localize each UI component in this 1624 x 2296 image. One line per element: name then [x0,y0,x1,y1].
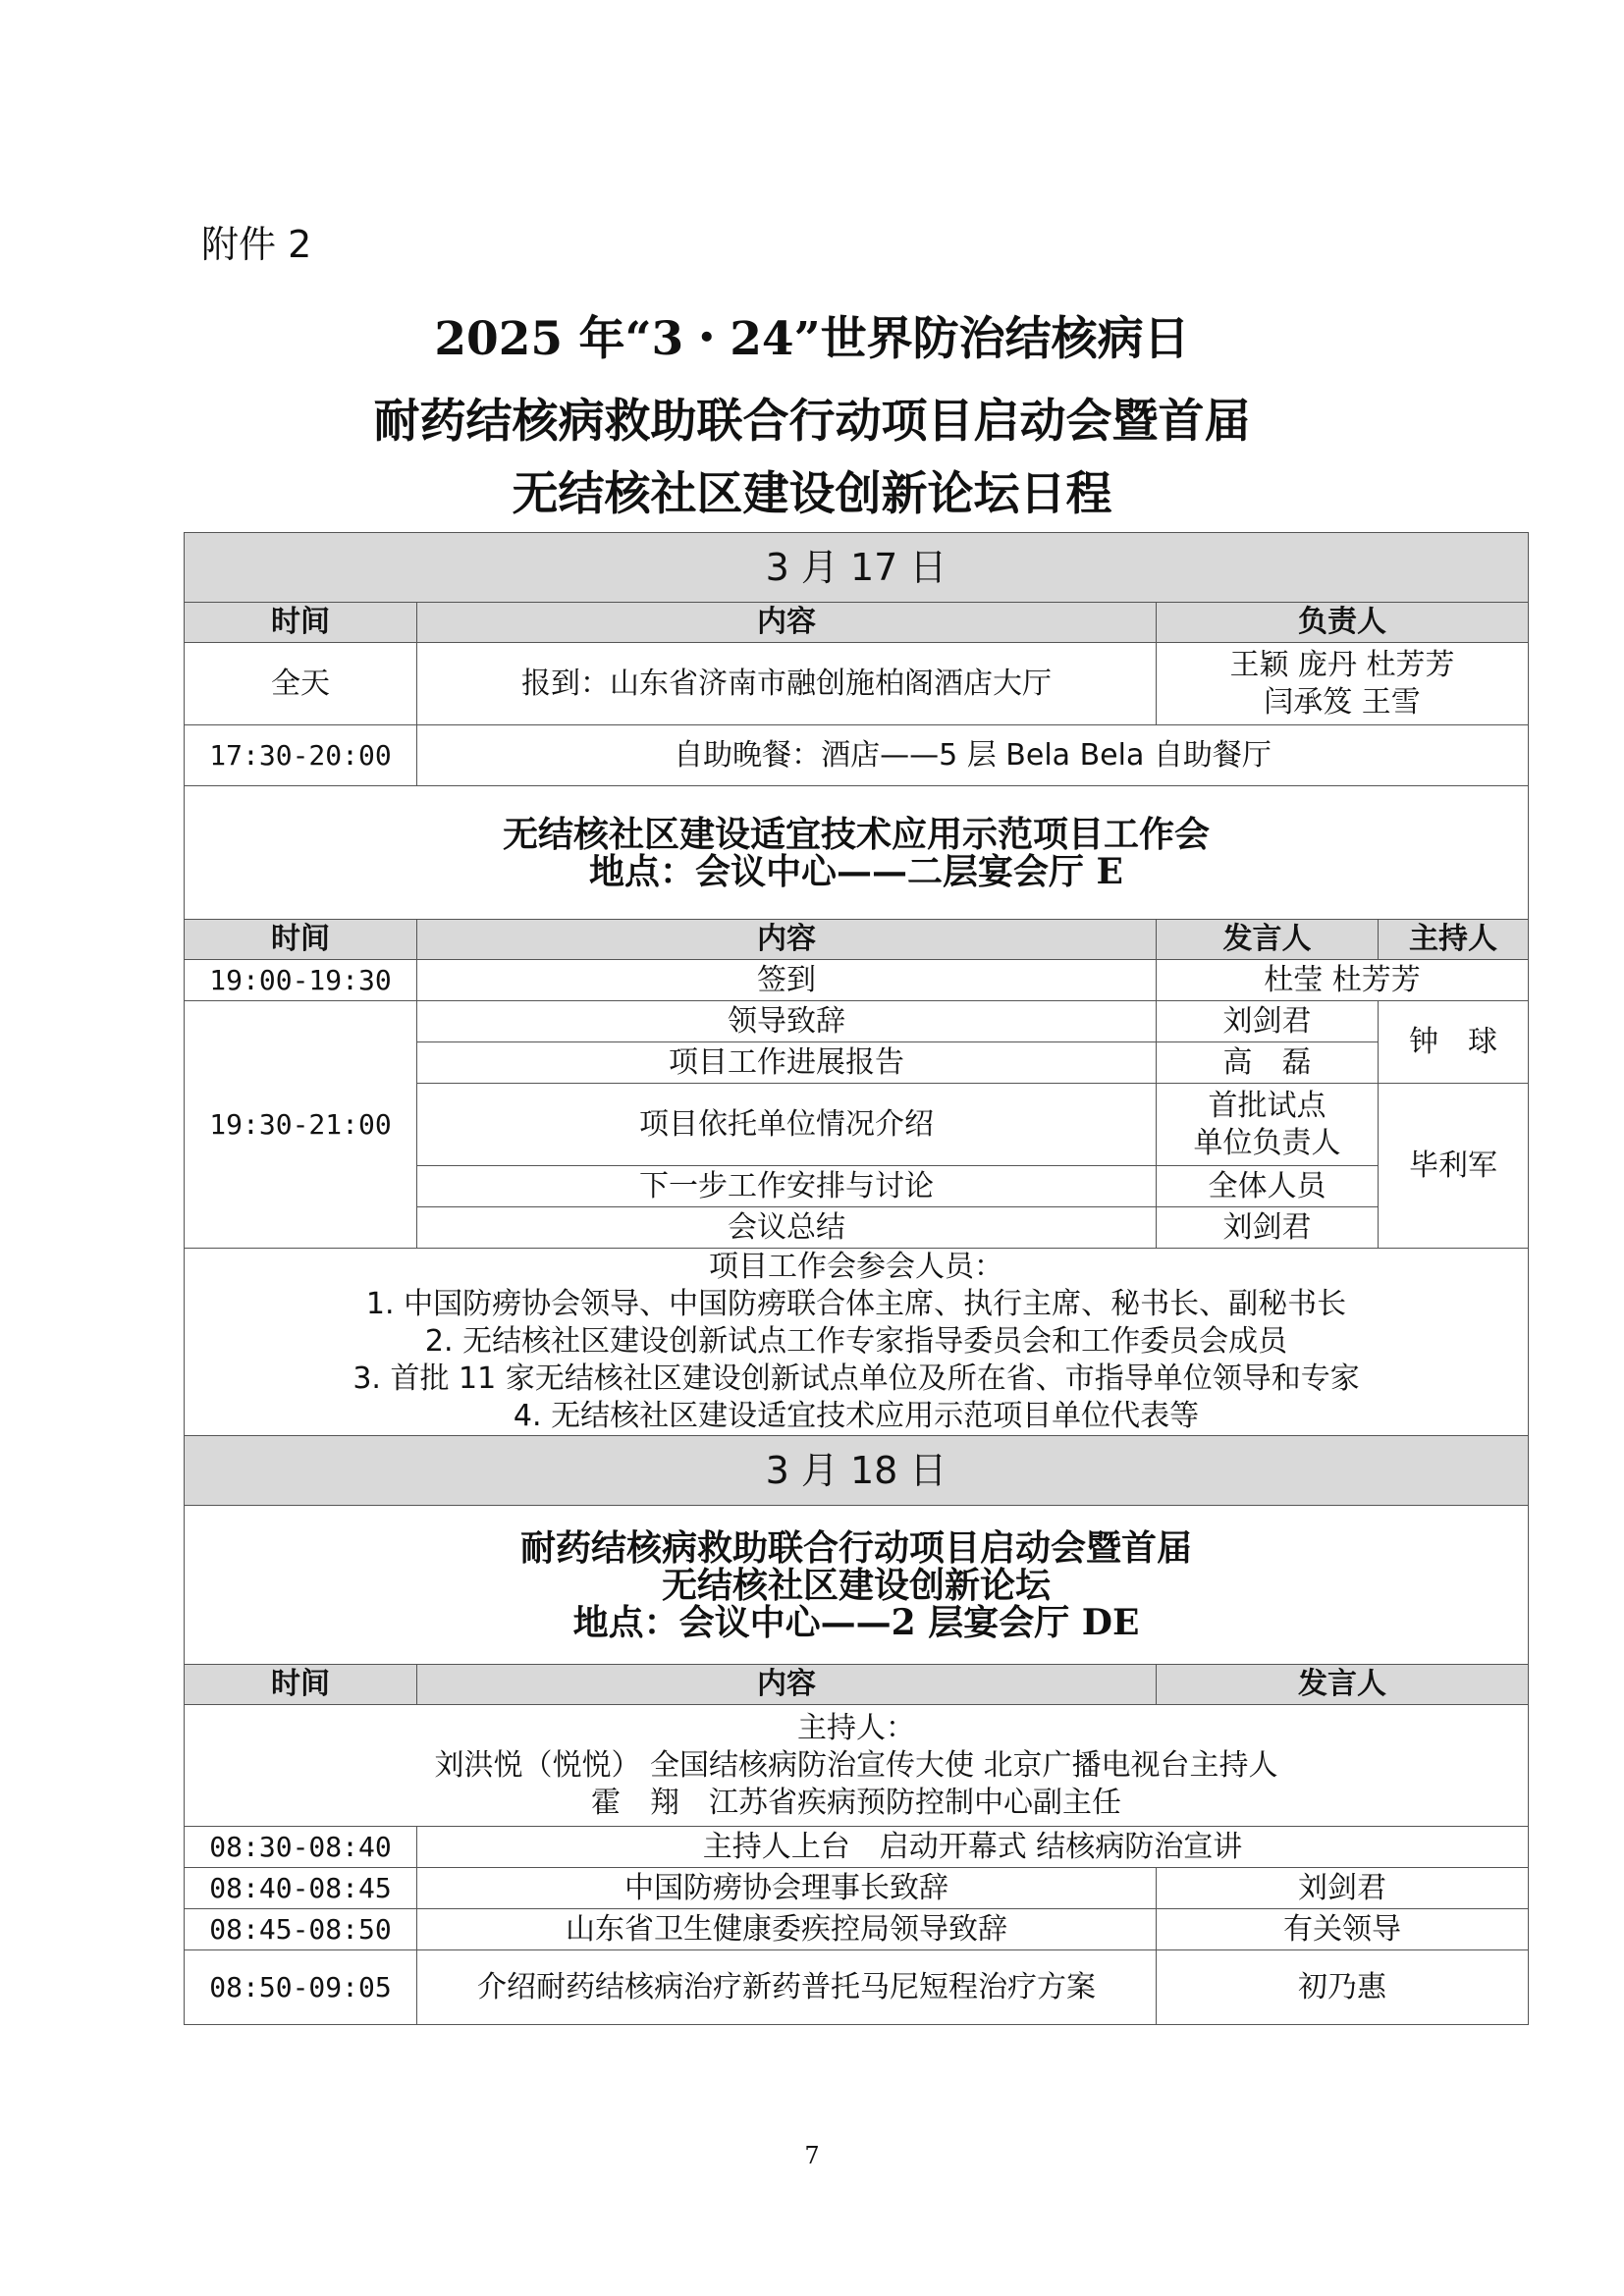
header-speaker: 发言人 [1157,920,1379,960]
row-time: 08:45-08:50 [185,1909,417,1950]
table-row [185,960,1529,1001]
workshop-name: 无结核社区建设适宜技术应用示范项目工作会 [503,813,1211,855]
table-row [185,643,1529,725]
header-content: 内容 [417,920,1157,960]
row-time: 17:30-20:00 [185,725,417,786]
schedule-table [184,532,1529,2025]
header-host: 主持人 [1379,920,1529,960]
header-content: 内容 [417,1665,1157,1705]
row-time: 全天 [185,643,417,725]
row-speaker: 刘剑君 [1157,1001,1379,1042]
day2-date-row [185,1436,1529,1506]
participant-item: 2. 无结核社区建设创新试点工作专家指导委员会和工作委员会成员 [424,1324,1288,1359]
table-row [185,1909,1529,1950]
host-2: 毕利军 [1379,1084,1529,1249]
workshop-location: 地点：会议中心——二层宴会厅 E [589,850,1123,892]
host-item: 霍 翔 江苏省疾病预防控制中心副主任 [591,1785,1122,1820]
title-line-1: 2025 年“3・24”世界防治结核病日 [434,312,1190,366]
participant-item: 4. 无结核社区建设适宜技术应用示范项目单位代表等 [513,1399,1200,1433]
row-content: 介绍耐药结核病治疗新药普托马尼短程治疗方案 [417,1950,1157,2025]
day1-date: 3 月 17 日 [185,533,1529,603]
row-time: 19:00-19:30 [185,960,417,1001]
row-content: 下一步工作安排与讨论 [417,1166,1157,1207]
row-speaker: 全体人员 [1157,1166,1379,1207]
forum-title [185,1506,1529,1665]
person-line: 王颖 庞丹 杜芳芳 [1229,647,1455,682]
row-content: 会议总结 [417,1207,1157,1249]
speaker-line: 单位负责人 [1193,1125,1341,1160]
host-item: 刘洪悦（悦悦） 全国结核病防治宣传大使 北京广播电视台主持人 [434,1747,1278,1783]
participant-item: 3. 首批 11 家无结核社区建设创新试点单位及所在省、市指导单位领导和专家 [352,1362,1360,1396]
attachment-label: 附件 2 [201,223,312,266]
hosts-title: 主持人： [797,1710,916,1745]
table-row [185,1868,1529,1909]
row-content: 项目依托单位情况介绍 [417,1084,1157,1166]
header-person: 负责人 [1157,603,1529,643]
table-row [185,725,1529,786]
header-content: 内容 [417,603,1157,643]
header-time: 时间 [185,1665,417,1705]
title-line-3: 无结核社区建设创新论坛日程 [512,467,1112,521]
table-row [185,1827,1529,1868]
row-content: 签到 [417,960,1157,1001]
table-row [185,1001,1529,1042]
row-content: 山东省卫生健康委疾控局领导致辞 [417,1909,1157,1950]
row-content: 中国防痨协会理事长致辞 [417,1868,1157,1909]
row-speaker: 刘剑君 [1157,1868,1529,1909]
header-time: 时间 [185,603,417,643]
row-speaker: 初乃惠 [1157,1950,1529,2025]
header-speaker: 发言人 [1157,1665,1529,1705]
workshop-title-row [185,786,1529,920]
speaker-line: 首批试点 [1208,1088,1326,1123]
host-1: 钟 球 [1379,1001,1529,1084]
hosts-row [185,1705,1529,1827]
hosts [185,1705,1529,1827]
forum-line: 耐药结核病救助联合行动项目启动会暨首届 [520,1526,1193,1569]
session-time: 19:30-21:00 [185,1001,417,1249]
row-content: 领导致辞 [417,1001,1157,1042]
workshop-header-row [185,920,1529,960]
workshop-title [185,786,1529,920]
row-speaker: 高 磊 [1157,1042,1379,1084]
row-content: 项目工作进展报告 [417,1042,1157,1084]
title-line-2: 耐药结核病救助联合行动项目启动会暨首届 [373,395,1251,449]
row-speaker [1157,1084,1379,1166]
forum-line: 无结核社区建设创新论坛 [662,1564,1052,1606]
row-speaker: 有关领导 [1157,1909,1529,1950]
row-content: 主持人上台 启动开幕式 结核病防治宣讲 [417,1827,1529,1868]
day1-header-row [185,603,1529,643]
row-speaker: 刘剑君 [1157,1207,1379,1249]
day2-header-row [185,1665,1529,1705]
participants-row [185,1249,1529,1436]
forum-title-row [185,1506,1529,1665]
row-person [1157,643,1529,725]
row-time: 08:40-08:45 [185,1868,417,1909]
participant-item: 1. 中国防痨协会领导、中国防痨联合体主席、执行主席、秘书长、副秘书长 [365,1287,1347,1321]
participants [185,1249,1529,1436]
row-time: 08:30-08:40 [185,1827,417,1868]
row-time: 08:50-09:05 [185,1950,417,2025]
table-row [185,1950,1529,2025]
person-line: 闫承笈 王雪 [1264,684,1421,720]
day2-date: 3 月 18 日 [185,1436,1529,1506]
row-content: 自助晚餐：酒店——5 层 Bela Bela 自助餐厅 [417,725,1529,786]
header-time: 时间 [185,920,417,960]
row-person: 杜莹 杜芳芳 [1157,960,1529,1001]
row-content: 报到：山东省济南市融创施柏阁酒店大厅 [417,643,1157,725]
forum-location: 地点：会议中心——2 层宴会厅 DE [572,1601,1140,1643]
day1-date-row [185,533,1529,603]
page-number: 7 [804,2142,820,2169]
participants-title: 项目工作会参会人员： [709,1250,1004,1284]
